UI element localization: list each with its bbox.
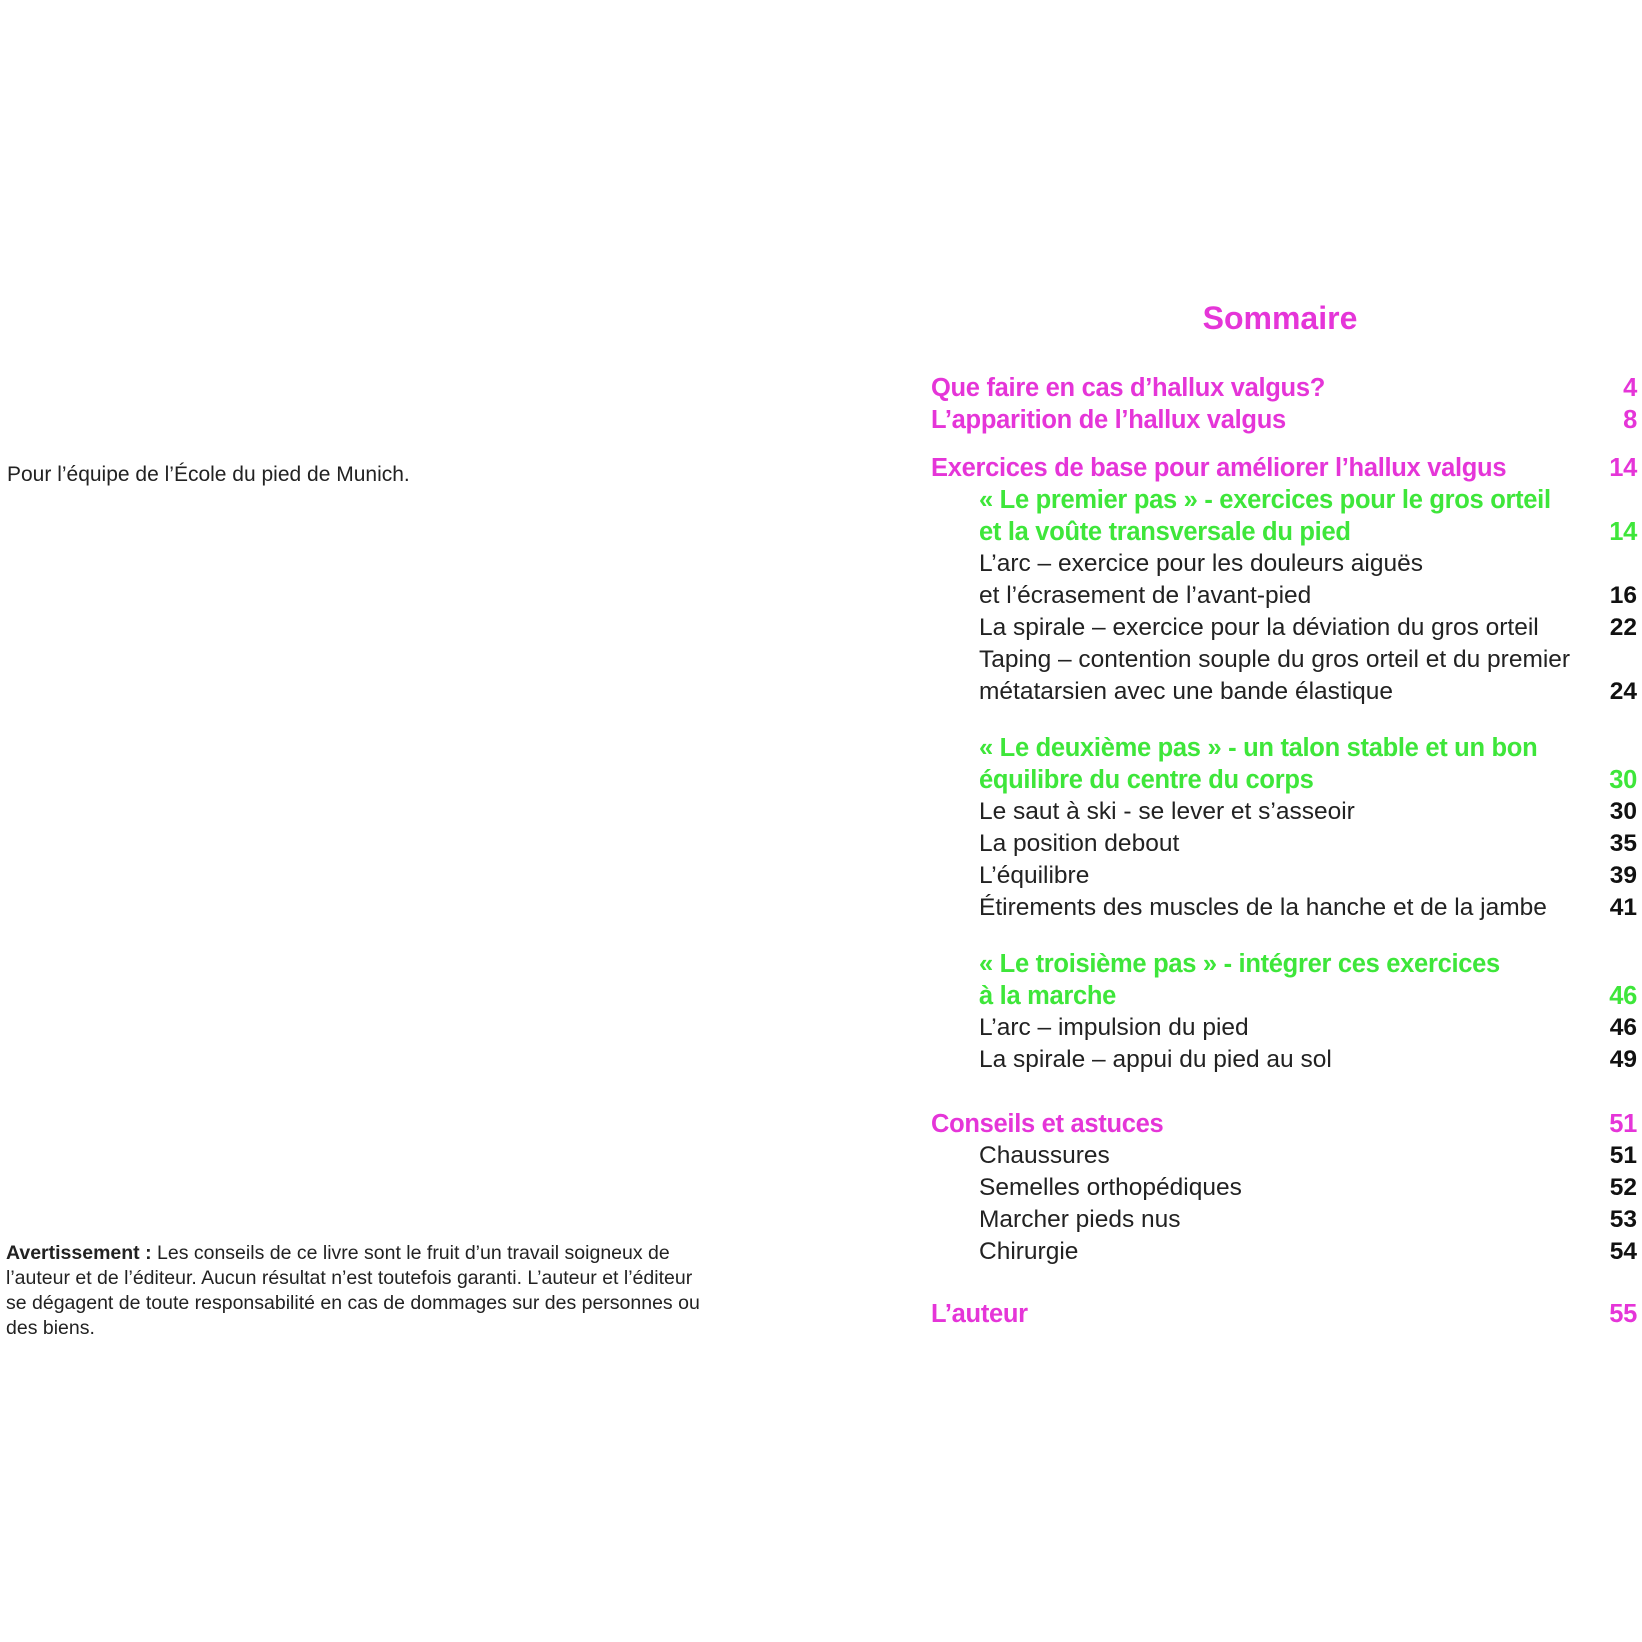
toc-entry: [931, 516, 1637, 548]
toc-entry: [931, 732, 1637, 764]
toc-entry-title: équilibre du centre du corps: [979, 766, 1314, 794]
toc-entry-page: 41: [1609, 894, 1637, 921]
toc-entry-page: 46: [1609, 1014, 1637, 1041]
toc-entry-page: 16: [1609, 582, 1637, 609]
toc-entry-page: 46: [1609, 982, 1637, 1010]
toc-entry-title: métatarsien avec une bande élastique: [979, 678, 1394, 705]
toc-entry: [931, 580, 1637, 612]
toc-entry-title: L’équilibre: [979, 862, 1090, 889]
toc-entry: [931, 372, 1637, 404]
toc-entry-title: et la voûte transversale du pied: [979, 518, 1351, 546]
toc-entry: [931, 404, 1637, 436]
toc-entry-title: « Le deuxième pas » - un talon stable et un bon: [979, 734, 1538, 762]
toc-entry: [931, 1140, 1637, 1172]
toc-entry-title: Marcher pieds nus: [979, 1206, 1181, 1233]
toc-entry: [931, 484, 1637, 516]
toc-entry: [931, 1298, 1637, 1330]
toc-entry-page: 54: [1609, 1238, 1637, 1265]
toc-entry-page: 22: [1609, 614, 1637, 641]
toc-entry: [931, 1172, 1637, 1204]
toc-entry-title: Exercices de base pour améliorer l’hallux valgus: [931, 454, 1507, 482]
toc-entry-title: La position debout: [979, 830, 1180, 857]
toc-entry: [931, 548, 1637, 580]
toc-entry: [931, 948, 1637, 980]
toc-entry-page: 39: [1609, 862, 1637, 889]
toc-entry-title: Le saut à ski - se lever et s’asseoir: [979, 798, 1355, 825]
toc-entry-title: L’arc – exercice pour les douleurs aiguës: [979, 550, 1423, 577]
toc-entry-title: Semelles orthopédiques: [979, 1174, 1242, 1201]
toc-entry-title: « Le premier pas » - exercices pour le gros orteil: [979, 486, 1551, 514]
toc-entry-title: Conseils et astuces: [931, 1110, 1164, 1138]
toc-entry-page: 51: [1609, 1142, 1637, 1169]
toc-entry: [931, 828, 1637, 860]
toc-entry: [931, 796, 1637, 828]
toc-entry-title: L’apparition de l’hallux valgus: [931, 406, 1286, 434]
toc-entry-page: 51: [1609, 1110, 1637, 1138]
toc-entry-page: 55: [1609, 1300, 1637, 1328]
toc-entry: [931, 1012, 1637, 1044]
toc-entry: [931, 860, 1637, 892]
warning-label: Avertissement :: [6, 1242, 152, 1264]
toc-entry-title: Chaussures: [979, 1142, 1110, 1169]
toc-entry-page: 4: [1623, 374, 1637, 402]
toc-entry-page: 14: [1609, 454, 1637, 482]
toc-entry-page: 53: [1609, 1206, 1637, 1233]
toc-entry-title: L’arc – impulsion du pied: [979, 1014, 1249, 1041]
toc-entry-title: La spirale – appui du pied au sol: [979, 1046, 1332, 1073]
toc-entry-page: 14: [1609, 518, 1637, 546]
toc-entry: [931, 980, 1637, 1012]
toc-entry-title: Taping – contention souple du gros orteil et du premier: [979, 646, 1571, 673]
toc-entry-title: et l’écrasement de l’avant-pied: [979, 582, 1312, 609]
toc-entry: [931, 452, 1637, 484]
toc-entry-page: 52: [1609, 1174, 1637, 1201]
toc-entry-page: 49: [1609, 1046, 1637, 1073]
toc-entry-title: Chirurgie: [979, 1238, 1079, 1265]
toc-entry: [931, 644, 1637, 676]
toc-entry-page: 24: [1609, 678, 1637, 705]
toc-entry-title: Que faire en cas d’hallux valgus?: [931, 374, 1325, 402]
toc-entry: [931, 764, 1637, 796]
toc-entry-title: Étirements des muscles de la hanche et de la jambe: [979, 894, 1547, 921]
toc-entry-title: à la marche: [979, 982, 1117, 1010]
toc-entry: [931, 892, 1637, 924]
toc-entry: [931, 1044, 1637, 1076]
toc-entry-title: La spirale – exercice pour la déviation du gros orteil: [979, 614, 1539, 641]
toc-entry: [931, 612, 1637, 644]
toc-entry: [931, 1108, 1637, 1140]
toc-entry-page: 8: [1623, 406, 1637, 434]
toc-entry-title: L’auteur: [931, 1300, 1028, 1328]
warning-notice: [6, 1241, 718, 1341]
toc-entry-page: 30: [1609, 766, 1637, 794]
warning-body: Les conseils de ce livre sont le fruit d’un travail soigneux de l’auteur et de l’éditeur. Aucun résultat n’est toutefois garanti. L’auteur et l’éditeur se dégagent de toute responsabilité en cas de dommages sur des personnes ou des biens.: [6, 1242, 700, 1339]
toc-entry-page: 35: [1609, 830, 1637, 857]
toc-entry: [931, 676, 1637, 708]
toc-entry-page: 30: [1609, 798, 1637, 825]
dedication-text: Pour l’équipe de l’École du pied de Munich.: [7, 463, 410, 486]
toc-title: Sommaire: [1202, 300, 1358, 336]
toc-entry: [931, 1236, 1637, 1268]
toc-entry-title: « Le troisième pas » - intégrer ces exercices: [979, 950, 1500, 978]
toc-entry: [931, 1204, 1637, 1236]
